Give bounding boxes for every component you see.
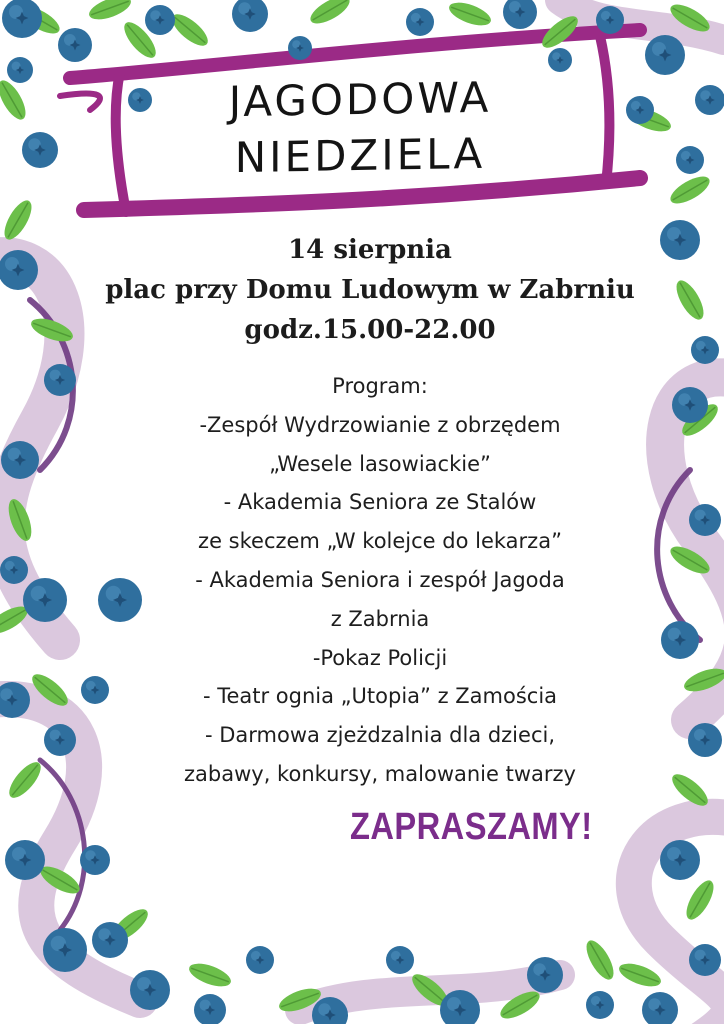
event-time: godz.15.00-22.00 <box>244 315 496 345</box>
program-line: z Zabrnia <box>330 606 430 631</box>
event-info <box>70 230 670 350</box>
event-title-line2: NIEDZIELA <box>234 128 486 183</box>
program-line: -Pokaz Policji <box>312 645 448 670</box>
event-date: 14 sierpnia <box>288 235 452 265</box>
invitation-text: ZAPRASZAMY! <box>350 806 593 848</box>
program-line: „Wesele lasowiackie” <box>269 451 491 476</box>
event-title <box>130 68 590 188</box>
program-line: - Akademia Seniora i zespół Jagoda <box>195 567 565 592</box>
program-line: - Darmowa zjeżdzalnia dla dzieci, <box>205 723 555 748</box>
program-line: - Teatr ognia „Utopia” z Zamościa <box>202 684 558 709</box>
program-heading: Program: <box>332 374 428 398</box>
event-place: plac przy Domu Ludowym w Zabrniu <box>105 275 635 305</box>
program-line: -Zespół Wydrzowianie z obrzędem <box>199 412 561 437</box>
program-line: zabawy, konkursy, malowanie twarzy <box>184 761 576 786</box>
program-line: - Akademia Seniora ze Stalów <box>223 490 537 515</box>
event-title-line1: JAGODOWA <box>228 72 492 127</box>
program-line: ze skeczem „W kolejce do lekarza” <box>198 529 562 554</box>
program-section <box>110 367 650 794</box>
